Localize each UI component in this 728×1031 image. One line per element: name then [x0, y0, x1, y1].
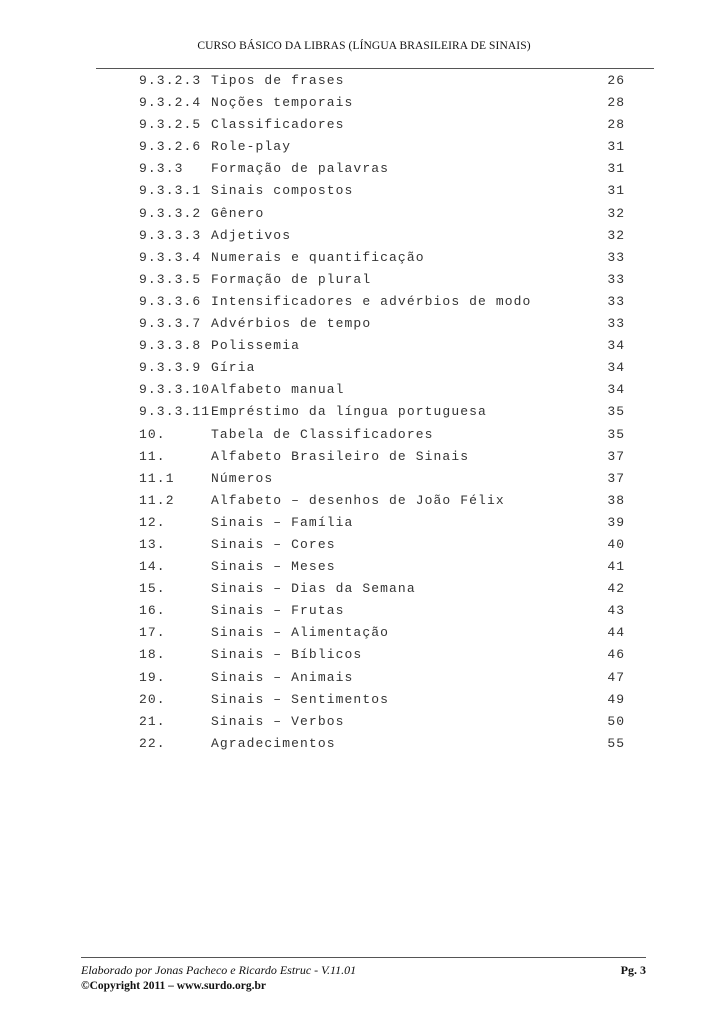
- toc-entry-title: Alfabeto – desenhos de João Félix: [211, 492, 505, 508]
- toc-entry-number: 9.3.2.6: [139, 139, 202, 155]
- toc-entry-title: Intensificadores e advérbios de modo: [211, 293, 532, 309]
- table-of-contents: [0, 73, 728, 758]
- toc-entry: [0, 139, 728, 161]
- toc-entry-number: 13.: [139, 536, 166, 552]
- toc-entry-page: 34: [607, 338, 625, 354]
- toc-entry: [0, 206, 728, 228]
- toc-entry-title: Adjetivos: [211, 227, 292, 243]
- toc-entry-page: 28: [607, 117, 625, 133]
- toc-entry-title: Sinais – Animais: [211, 669, 354, 685]
- toc-entry-number: 21.: [139, 713, 166, 729]
- toc-entry-page: 49: [607, 691, 625, 707]
- page-number: Pg. 3: [620, 963, 646, 977]
- toc-entry-page: 31: [607, 161, 625, 177]
- toc-entry-number: 9.3.3.8: [139, 338, 202, 354]
- toc-entry-page: 44: [607, 625, 625, 641]
- toc-entry-number: 9.3.3: [139, 161, 184, 177]
- toc-entry-page: 28: [607, 95, 625, 111]
- toc-entry-title: Sinais – Bíblicos: [211, 647, 363, 663]
- toc-entry-number: 16.: [139, 603, 166, 619]
- toc-entry: [0, 471, 728, 493]
- toc-entry-title: Alfabeto manual: [211, 382, 345, 398]
- toc-entry-page: 55: [607, 735, 625, 751]
- toc-entry-number: 19.: [139, 669, 166, 685]
- toc-entry-page: 37: [607, 470, 625, 486]
- toc-entry-number: 11.: [139, 448, 166, 464]
- toc-entry-number: 9.3.3.11: [139, 404, 211, 420]
- toc-entry: [0, 581, 728, 603]
- toc-entry-title: Sinais – Verbos: [211, 713, 345, 729]
- toc-entry-title: Sinais compostos: [211, 183, 354, 199]
- toc-entry-page: 32: [607, 227, 625, 243]
- toc-entry-page: 33: [607, 271, 625, 287]
- toc-entry-number: 22.: [139, 735, 166, 751]
- toc-entry-number: 9.3.3.10: [139, 382, 211, 398]
- toc-entry: [0, 228, 728, 250]
- toc-entry-title: Polissemia: [211, 338, 301, 354]
- toc-entry-page: 34: [607, 360, 625, 376]
- toc-entry-title: Classificadores: [211, 117, 345, 133]
- toc-entry-page: 35: [607, 404, 625, 420]
- toc-entry-number: 9.3.3.1: [139, 183, 202, 199]
- toc-entry-title: Tabela de Classificadores: [211, 426, 434, 442]
- toc-entry-number: 9.3.2.3: [139, 73, 202, 88]
- toc-entry-number: 20.: [139, 691, 166, 707]
- toc-entry: [0, 537, 728, 559]
- toc-entry-page: 39: [607, 514, 625, 530]
- toc-entry: [0, 360, 728, 382]
- toc-entry-page: 50: [607, 713, 625, 729]
- toc-entry-title: Formação de palavras: [211, 161, 390, 177]
- toc-entry: [0, 338, 728, 360]
- toc-entry: [0, 625, 728, 647]
- toc-entry-title: Números: [211, 470, 274, 486]
- toc-entry-page: 26: [607, 73, 625, 88]
- toc-entry: [0, 272, 728, 294]
- page-header-title: CURSO BÁSICO DA LIBRAS (LÍNGUA BRASILEIRA DE SINAIS): [197, 40, 531, 52]
- toc-entry: [0, 559, 728, 581]
- toc-entry-title: Sinais – Cores: [211, 536, 336, 552]
- toc-entry-title: Sinais – Frutas: [211, 603, 345, 619]
- toc-entry-title: Role-play: [211, 139, 292, 155]
- toc-entry-title: Alfabeto Brasileiro de Sinais: [211, 448, 470, 464]
- toc-entry-page: 43: [607, 603, 625, 619]
- toc-entry: [0, 647, 728, 669]
- toc-entry-title: Sinais – Sentimentos: [211, 691, 390, 707]
- toc-entry: [0, 250, 728, 272]
- toc-entry: [0, 316, 728, 338]
- toc-entry-number: 9.3.3.5: [139, 271, 202, 287]
- toc-entry-title: Noções temporais: [211, 95, 354, 111]
- toc-entry-page: 42: [607, 581, 625, 597]
- toc-entry-title: Tipos de frases: [211, 73, 345, 88]
- toc-entry-page: 34: [607, 382, 625, 398]
- toc-entry-number: 10.: [139, 426, 166, 442]
- toc-entry-page: 31: [607, 139, 625, 155]
- toc-entry: [0, 714, 728, 736]
- toc-entry-page: 37: [607, 448, 625, 464]
- toc-entry: [0, 404, 728, 426]
- toc-entry-title: Empréstimo da língua portuguesa: [211, 404, 487, 420]
- footer-authors: Elaborado por Jonas Pacheco e Ricardo Estruc - V.11.01: [81, 963, 357, 977]
- toc-entry: [0, 692, 728, 714]
- toc-entry: [0, 736, 728, 758]
- toc-entry-number: 12.: [139, 514, 166, 530]
- toc-entry: [0, 161, 728, 183]
- toc-entry: [0, 515, 728, 537]
- toc-entry-number: 11.2: [139, 492, 175, 508]
- toc-entry-number: 9.3.3.7: [139, 316, 202, 332]
- toc-entry-title: Agradecimentos: [211, 735, 336, 751]
- header-divider: [96, 68, 654, 69]
- toc-entry-number: 9.3.2.4: [139, 95, 202, 111]
- toc-entry-number: 17.: [139, 625, 166, 641]
- toc-entry-number: 11.1: [139, 470, 175, 486]
- toc-entry-page: 40: [607, 536, 625, 552]
- toc-entry-title: Advérbios de tempo: [211, 316, 372, 332]
- toc-entry-page: 41: [607, 559, 625, 575]
- toc-entry-number: 9.3.3.6: [139, 293, 202, 309]
- toc-entry-page: 31: [607, 183, 625, 199]
- toc-entry-number: 15.: [139, 581, 166, 597]
- toc-entry-number: 9.3.3.9: [139, 360, 202, 376]
- toc-entry-page: 47: [607, 669, 625, 685]
- toc-entry: [0, 382, 728, 404]
- toc-entry-number: 9.3.3.2: [139, 205, 202, 221]
- toc-entry-page: 33: [607, 249, 625, 265]
- toc-entry-page: 33: [607, 293, 625, 309]
- toc-entry: [0, 117, 728, 139]
- toc-entry: [0, 95, 728, 117]
- toc-entry-title: Numerais e quantificação: [211, 249, 425, 265]
- toc-entry: [0, 427, 728, 449]
- toc-entry-title: Sinais – Família: [211, 514, 354, 530]
- toc-entry: [0, 294, 728, 316]
- toc-entry-page: 33: [607, 316, 625, 332]
- toc-entry: [0, 183, 728, 205]
- toc-entry: [0, 670, 728, 692]
- toc-entry-number: 9.3.3.4: [139, 249, 202, 265]
- toc-entry-page: 46: [607, 647, 625, 663]
- toc-entry-title: Sinais – Dias da Semana: [211, 581, 416, 597]
- toc-entry-page: 32: [607, 205, 625, 221]
- toc-entry-title: Sinais – Meses: [211, 559, 336, 575]
- toc-entry-number: 14.: [139, 559, 166, 575]
- toc-entry: [0, 449, 728, 471]
- toc-entry-title: Formação de plural: [211, 271, 372, 287]
- toc-entry: [0, 603, 728, 625]
- toc-entry-number: 18.: [139, 647, 166, 663]
- toc-entry-title: Gênero: [211, 205, 265, 221]
- footer-copyright: ©Copyright 2011 – www.surdo.org.br: [81, 980, 266, 992]
- toc-entry-number: 9.3.2.5: [139, 117, 202, 133]
- toc-entry-title: Gíria: [211, 360, 256, 376]
- toc-entry-page: 35: [607, 426, 625, 442]
- toc-entry: [0, 73, 728, 95]
- toc-entry: [0, 493, 728, 515]
- toc-entry-number: 9.3.3.3: [139, 227, 202, 243]
- toc-entry-title: Sinais – Alimentação: [211, 625, 390, 641]
- footer-divider: [81, 957, 646, 958]
- toc-entry-page: 38: [607, 492, 625, 508]
